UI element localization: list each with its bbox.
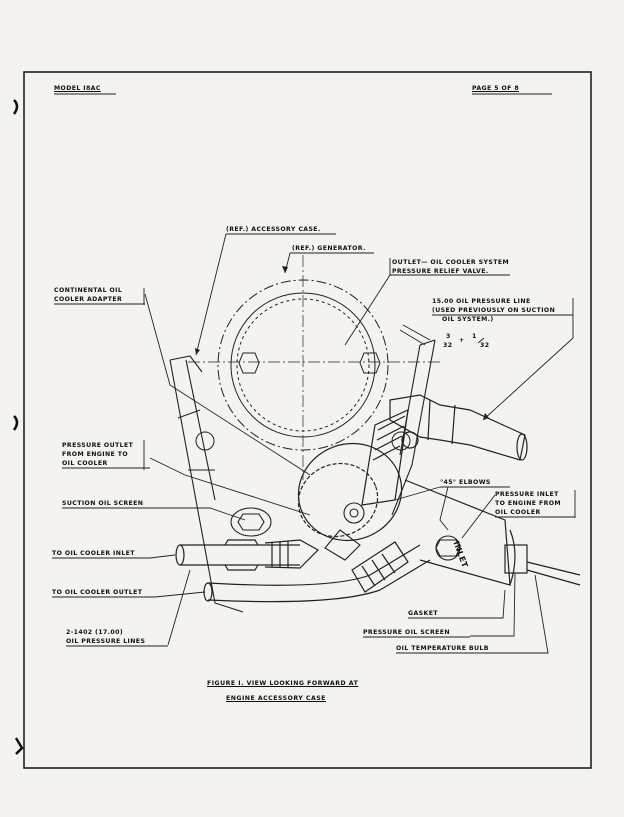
label-continental-2: COOLER ADAPTER bbox=[54, 296, 123, 303]
binder-mark-middle bbox=[14, 416, 17, 430]
label-pressure-line-1: 15.00 OIL PRESSURE LINE bbox=[432, 298, 531, 305]
page-number: PAGE 5 OF 8 bbox=[472, 85, 520, 92]
fraction-a-numerator: 3 bbox=[446, 333, 451, 340]
label-gasket: GASKET bbox=[408, 610, 438, 617]
model-number: MODEL I8AC bbox=[54, 85, 101, 92]
inlet-stamp: INLET bbox=[451, 540, 470, 570]
label-pressure-outlet-1: PRESSURE OUTLET bbox=[62, 442, 134, 449]
oil-pressure-lines bbox=[176, 540, 430, 602]
label-to-cooler-inlet: TO OIL COOLER INLET bbox=[52, 550, 135, 557]
fraction-a-denominator: 32 bbox=[443, 342, 453, 349]
label-underlines bbox=[52, 94, 575, 653]
label-ref-accessory-case: (REF.) ACCESSORY CASE. bbox=[226, 226, 321, 233]
label-continental-1: CONTINENTAL OIL bbox=[54, 287, 123, 294]
label-pressure-line-3: OIL SYSTEM.) bbox=[442, 316, 494, 323]
label-outlet-valve-1: OUTLET— OIL COOLER SYSTEM bbox=[392, 259, 510, 266]
label-temperature-bulb: OIL TEMPERATURE BULB bbox=[396, 645, 489, 652]
page-frame bbox=[24, 72, 591, 768]
label-pressure-outlet-3: OIL COOLER bbox=[62, 460, 108, 467]
label-lines-1: 2-1402 (17.00) bbox=[66, 629, 124, 636]
binder-mark-top bbox=[14, 100, 17, 114]
elbow-fittings bbox=[325, 503, 460, 560]
label-pressure-inlet-1: PRESSURE INLET bbox=[495, 491, 559, 498]
binder-mark-bottom bbox=[16, 738, 22, 754]
relief-valve bbox=[362, 410, 418, 505]
label-suction-screen: SUCTION OIL SCREEN bbox=[62, 500, 144, 507]
label-pressure-inlet-3: OIL COOLER bbox=[495, 509, 541, 516]
label-pressure-screen: PRESSURE OIL SCREEN bbox=[363, 629, 450, 636]
suction-screen bbox=[231, 508, 271, 536]
label-lines-2: OIL PRESSURE LINES bbox=[66, 638, 146, 645]
label-pressure-outlet-2: FROM ENGINE TO bbox=[62, 451, 128, 458]
label-to-cooler-outlet: TO OIL COOLER OUTLET bbox=[52, 589, 143, 596]
figure-caption-line1: FIGURE I. VIEW LOOKING FORWARD AT bbox=[207, 680, 359, 687]
label-pressure-line-2: (USED PREVIOUSLY ON SUCTION bbox=[432, 307, 556, 314]
pressure-line-fitting bbox=[390, 395, 527, 460]
fraction-sign: + bbox=[459, 337, 465, 344]
label-pressure-inlet-2: TO ENGINE FROM bbox=[495, 500, 561, 507]
label-ref-generator: (REF.) GENERATOR. bbox=[292, 245, 366, 252]
fraction-b-denominator: 32 bbox=[480, 342, 490, 349]
label-outlet-valve-2: PRESSURE RELIEF VALVE. bbox=[392, 268, 489, 275]
label-elbows: °45° ELBOWS bbox=[440, 479, 491, 486]
figure-caption-line2: ENGINE ACCESSORY CASE bbox=[226, 695, 326, 702]
fraction-b-numerator: 1 bbox=[472, 333, 477, 340]
